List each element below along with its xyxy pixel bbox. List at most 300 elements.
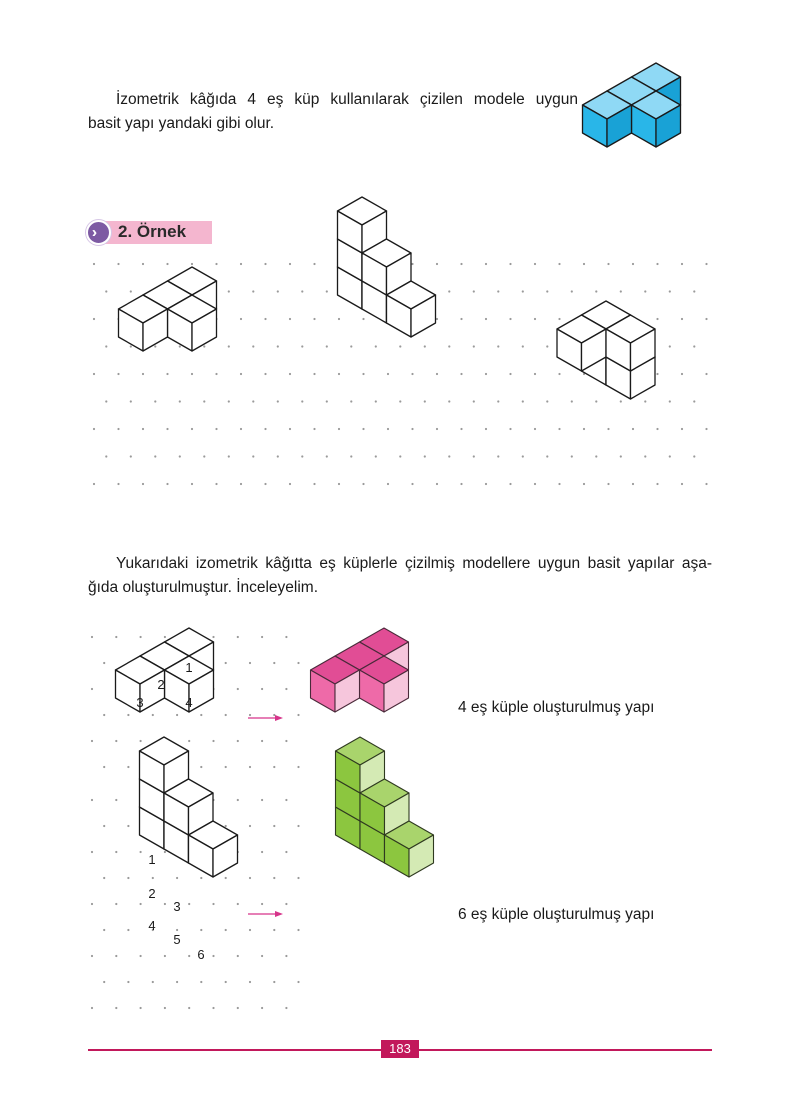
grid-dot — [240, 318, 242, 320]
grid-dot — [237, 1007, 239, 1009]
numbered-model-1 — [116, 628, 214, 712]
grid-dot — [117, 428, 119, 430]
grid-dot — [301, 400, 303, 402]
grid-dot — [277, 345, 279, 347]
grid-dot — [166, 373, 168, 375]
grid-dot — [656, 373, 658, 375]
grid-dot — [285, 903, 287, 905]
grid-dot — [93, 373, 95, 375]
caption-structure-1: 4 eş küple oluşturulmuş yapı — [458, 699, 655, 716]
grid-dot — [485, 318, 487, 320]
grid-dot — [656, 428, 658, 430]
grid-dot — [115, 955, 117, 957]
grid-dot — [228, 455, 230, 457]
grid-dot — [362, 318, 364, 320]
grid-dot — [228, 290, 230, 292]
grid-dot — [103, 825, 105, 827]
grid-dot — [448, 455, 450, 457]
grid-dot — [249, 981, 251, 983]
grid-dot — [669, 345, 671, 347]
grid-dot — [326, 400, 328, 402]
grid-dot — [261, 636, 263, 638]
grid-dot — [228, 345, 230, 347]
grid-dot — [127, 825, 129, 827]
grid-dot — [460, 373, 462, 375]
grid-dot — [91, 740, 93, 742]
grid-dot — [297, 766, 299, 768]
grid-dot — [142, 373, 144, 375]
grid-dot — [522, 290, 524, 292]
grid-dot — [225, 766, 227, 768]
grid-dot — [558, 428, 560, 430]
grid-dot — [681, 263, 683, 265]
grid-dot — [200, 929, 202, 931]
grid-dot — [261, 1007, 263, 1009]
label-2-3 — [173, 899, 180, 914]
page-number: 183 — [381, 1040, 419, 1058]
grid-dot — [338, 318, 340, 320]
grid-dot — [485, 428, 487, 430]
grid-dot — [313, 318, 315, 320]
grid-dot — [252, 400, 254, 402]
grid-dot — [130, 290, 132, 292]
grid-dot — [285, 688, 287, 690]
grid-dot — [338, 483, 340, 485]
grid-dot — [436, 318, 438, 320]
grid-dot — [607, 483, 609, 485]
grid-dot — [103, 981, 105, 983]
svg-text:3: 3 — [136, 695, 144, 710]
grid-dot — [164, 955, 166, 957]
svg-text:4: 4 — [148, 918, 156, 933]
grid-dot — [261, 740, 263, 742]
label-2-2 — [148, 886, 155, 901]
grid-dot — [212, 740, 214, 742]
grid-dot — [534, 263, 536, 265]
grid-dot — [261, 955, 263, 957]
grid-dot — [595, 290, 597, 292]
grid-dot — [350, 345, 352, 347]
grid-dot — [152, 981, 154, 983]
grid-dot — [497, 290, 499, 292]
grid-dot — [424, 400, 426, 402]
grid-dot — [460, 483, 462, 485]
grid-dot — [249, 929, 251, 931]
grid-dot — [558, 263, 560, 265]
grid-dot — [273, 766, 275, 768]
grid-dot — [264, 318, 266, 320]
grid-dot — [237, 799, 239, 801]
grid-dot — [705, 373, 707, 375]
grid-dot — [595, 400, 597, 402]
grid-dot — [252, 290, 254, 292]
grid-dot — [509, 373, 511, 375]
grid-dot — [277, 455, 279, 457]
grid-dot — [91, 955, 93, 957]
grid-dot — [273, 877, 275, 879]
grid-dot — [522, 455, 524, 457]
grid-dot — [436, 428, 438, 430]
grid-dot — [705, 263, 707, 265]
grid-dot — [105, 455, 107, 457]
grid-dot — [681, 428, 683, 430]
grid-dot — [127, 877, 129, 879]
grid-dot — [91, 636, 93, 638]
grid-dot — [313, 428, 315, 430]
grid-dot — [164, 851, 166, 853]
grid-dot — [460, 318, 462, 320]
svg-text:4: 4 — [185, 695, 193, 710]
grid-dot — [130, 455, 132, 457]
grid-dot — [313, 483, 315, 485]
grid-dot — [140, 903, 142, 905]
grid-dot — [656, 263, 658, 265]
grid-dot — [130, 345, 132, 347]
grid-dot — [424, 455, 426, 457]
grid-dot — [546, 400, 548, 402]
grid-dot — [264, 373, 266, 375]
grid-dot — [620, 290, 622, 292]
grid-dot — [509, 263, 511, 265]
grid-dot — [200, 981, 202, 983]
grid-dot — [115, 740, 117, 742]
grid-dot — [693, 290, 695, 292]
grid-dot — [546, 345, 548, 347]
grid-dot — [448, 290, 450, 292]
grid-dot — [301, 455, 303, 457]
grid-dot — [497, 455, 499, 457]
grid-dot — [191, 263, 193, 265]
grid-dot — [154, 345, 156, 347]
grid-dot — [91, 688, 93, 690]
grid-dot — [225, 929, 227, 931]
grid-dot — [154, 455, 156, 457]
grid-dot — [534, 483, 536, 485]
grid-dot — [571, 290, 573, 292]
grid-dot — [215, 428, 217, 430]
grid-dot — [558, 373, 560, 375]
grid-dot — [273, 825, 275, 827]
grid-dot — [249, 714, 251, 716]
grid-dot — [350, 400, 352, 402]
grid-dot — [387, 428, 389, 430]
grid-dot — [297, 662, 299, 664]
grid-dot — [436, 263, 438, 265]
grid-dot — [115, 851, 117, 853]
grid-dot — [362, 373, 364, 375]
grid-dot — [261, 903, 263, 905]
explanation-line-2: ğıda oluşturulmuştur. İnceleyelim. — [88, 579, 319, 596]
grid-dot — [297, 714, 299, 716]
explanation-line-1: Yukarıdaki izometrik kâğıtta eş küplerle çizilmiş modellere uygun basit yapılar aşa- — [116, 555, 712, 572]
grid-dot — [249, 766, 251, 768]
grid-dot — [240, 483, 242, 485]
grid-dot — [115, 636, 117, 638]
grid-dot — [179, 345, 181, 347]
svg-text:1: 1 — [185, 660, 193, 675]
grid-dot — [509, 428, 511, 430]
grid-dot — [285, 799, 287, 801]
label-2-5 — [173, 932, 180, 947]
grid-dot — [620, 455, 622, 457]
footer-rule-right — [419, 1049, 712, 1051]
grid-dot — [375, 400, 377, 402]
grid-dot — [103, 877, 105, 879]
grid-dot — [583, 428, 585, 430]
grid-dot — [607, 263, 609, 265]
grid-dot — [534, 428, 536, 430]
grid-dot — [411, 263, 413, 265]
label-1-4 — [185, 695, 192, 710]
grid-dot — [285, 740, 287, 742]
model-b-outline — [338, 197, 436, 337]
grid-dot — [261, 851, 263, 853]
grid-dot — [285, 955, 287, 957]
grid-dot — [200, 766, 202, 768]
grid-dot — [571, 400, 573, 402]
grid-dot — [485, 483, 487, 485]
grid-dot — [212, 636, 214, 638]
arrow-1 — [248, 715, 283, 721]
grid-dot — [176, 981, 178, 983]
grid-dot — [277, 290, 279, 292]
grid-dot — [91, 851, 93, 853]
grid-dot — [632, 428, 634, 430]
grid-dot — [473, 400, 475, 402]
grid-dot — [191, 373, 193, 375]
grid-dot — [115, 903, 117, 905]
grid-dot — [249, 662, 251, 664]
grid-dot — [411, 483, 413, 485]
grid-dot — [225, 825, 227, 827]
grid-dot — [152, 877, 154, 879]
grid-dot — [93, 318, 95, 320]
grid-dot — [130, 400, 132, 402]
grid-dot — [215, 373, 217, 375]
grid-dot — [103, 662, 105, 664]
grid-dot — [237, 688, 239, 690]
grid-dot — [164, 636, 166, 638]
grid-dot — [473, 455, 475, 457]
blue-cube-structure — [583, 63, 681, 147]
grid-dot — [93, 483, 95, 485]
green-cube-structure — [336, 737, 434, 877]
grid-dot — [142, 483, 144, 485]
grid-dot — [212, 955, 214, 957]
grid-dot — [127, 714, 129, 716]
grid-dot — [338, 428, 340, 430]
grid-dot — [215, 263, 217, 265]
grid-dot — [103, 929, 105, 931]
grid-dot — [240, 263, 242, 265]
grid-dot — [228, 400, 230, 402]
grid-dot — [176, 929, 178, 931]
grid-dot — [644, 455, 646, 457]
grid-dot — [166, 483, 168, 485]
grid-dot — [693, 455, 695, 457]
label-1-1 — [185, 660, 192, 675]
label-2-1 — [148, 852, 155, 867]
grid-dot — [301, 345, 303, 347]
grid-dot — [285, 1007, 287, 1009]
grid-dot — [387, 373, 389, 375]
grid-dot — [681, 318, 683, 320]
grid-dot — [188, 903, 190, 905]
grid-dot — [546, 290, 548, 292]
grid-dot — [656, 318, 658, 320]
model-a-outline — [119, 267, 217, 351]
grid-dot — [91, 903, 93, 905]
grid-dot — [188, 1007, 190, 1009]
grid-dot — [522, 345, 524, 347]
grid-dot — [142, 428, 144, 430]
grid-dot — [460, 263, 462, 265]
grid-dot — [285, 636, 287, 638]
grid-dot — [289, 318, 291, 320]
example-title: 2. Örnek — [118, 222, 187, 241]
grid-dot — [215, 483, 217, 485]
pink-cube-structure — [311, 628, 409, 712]
grid-dot — [509, 483, 511, 485]
grid-dot — [313, 373, 315, 375]
grid-dot — [191, 428, 193, 430]
intro-line-1: İzometrik kâğıda 4 eş küp kullanılarak çizilen modele uygun — [116, 91, 578, 108]
grid-dot — [152, 714, 154, 716]
grid-dot — [289, 428, 291, 430]
grid-dot — [448, 400, 450, 402]
grid-dot — [534, 373, 536, 375]
grid-dot — [225, 877, 227, 879]
grid-dot — [681, 483, 683, 485]
grid-dot — [289, 483, 291, 485]
svg-text:2: 2 — [148, 886, 156, 901]
grid-dot — [105, 290, 107, 292]
grid-dot — [460, 428, 462, 430]
grid-dot — [289, 263, 291, 265]
grid-dot — [252, 345, 254, 347]
grid-dot — [705, 428, 707, 430]
footer-rule-left — [88, 1049, 381, 1051]
grid-dot — [127, 766, 129, 768]
grid-dot — [546, 455, 548, 457]
grid-dot — [117, 483, 119, 485]
label-2-4 — [148, 918, 155, 933]
model-c-outline — [557, 301, 655, 399]
grid-dot — [473, 290, 475, 292]
grid-dot — [705, 318, 707, 320]
grid-dot — [237, 636, 239, 638]
grid-dot — [669, 400, 671, 402]
grid-dot — [212, 1007, 214, 1009]
grid-dot — [297, 877, 299, 879]
grid-dot — [117, 263, 119, 265]
grid-dot — [497, 345, 499, 347]
grid-dot — [264, 428, 266, 430]
caption-structure-2: 6 eş küple oluşturulmuş yapı — [458, 906, 655, 923]
grid-dot — [105, 400, 107, 402]
grid-dot — [93, 428, 95, 430]
grid-dot — [326, 345, 328, 347]
intro-line-2: basit yapı yandaki gibi olur. — [88, 115, 275, 132]
grid-dot — [644, 290, 646, 292]
grid-dot — [140, 955, 142, 957]
grid-dot — [583, 483, 585, 485]
grid-dot — [411, 428, 413, 430]
svg-text:2: 2 — [157, 677, 165, 692]
grid-dot — [225, 714, 227, 716]
grid-dot — [705, 483, 707, 485]
grid-dot — [436, 483, 438, 485]
grid-dot — [140, 1007, 142, 1009]
grid-dot — [273, 662, 275, 664]
arrow-2 — [248, 911, 283, 917]
grid-dot — [140, 636, 142, 638]
svg-text:3: 3 — [173, 899, 181, 914]
grid-dot — [179, 400, 181, 402]
grid-dot — [644, 400, 646, 402]
grid-dot — [200, 714, 202, 716]
grid-dot — [249, 825, 251, 827]
grid-dot — [154, 400, 156, 402]
svg-text:6: 6 — [197, 947, 205, 962]
label-2-6 — [197, 947, 204, 962]
grid-dot — [285, 851, 287, 853]
grid-dot — [188, 740, 190, 742]
grid-dot — [240, 428, 242, 430]
grid-dot — [115, 799, 117, 801]
grid-dot — [297, 825, 299, 827]
grid-dot — [273, 981, 275, 983]
grid-dot — [399, 345, 401, 347]
grid-dot — [164, 903, 166, 905]
grid-dot — [91, 799, 93, 801]
grid-dot — [103, 766, 105, 768]
grid-dot — [485, 263, 487, 265]
grid-dot — [127, 981, 129, 983]
grid-dot — [188, 955, 190, 957]
grid-dot — [225, 981, 227, 983]
grid-dot — [522, 400, 524, 402]
grid-dot — [338, 373, 340, 375]
grid-dot — [203, 455, 205, 457]
grid-dot — [411, 373, 413, 375]
grid-dot — [436, 373, 438, 375]
grid-dot — [497, 400, 499, 402]
grid-dot — [237, 740, 239, 742]
grid-dot — [399, 400, 401, 402]
grid-dot — [313, 263, 315, 265]
grid-dot — [424, 345, 426, 347]
grid-dot — [93, 263, 95, 265]
grid-dot — [509, 318, 511, 320]
grid-dot — [399, 455, 401, 457]
grid-dot — [277, 400, 279, 402]
grid-dot — [571, 455, 573, 457]
grid-dot — [140, 740, 142, 742]
grid-dot — [473, 345, 475, 347]
grid-dot — [127, 929, 129, 931]
grid-dot — [632, 483, 634, 485]
grid-dot — [485, 373, 487, 375]
grid-dot — [448, 345, 450, 347]
grid-dot — [237, 903, 239, 905]
grid-dot — [191, 483, 193, 485]
grid-dot — [140, 851, 142, 853]
grid-dot — [297, 981, 299, 983]
grid-dot — [375, 345, 377, 347]
grid-dot — [240, 373, 242, 375]
grid-dot — [558, 318, 560, 320]
